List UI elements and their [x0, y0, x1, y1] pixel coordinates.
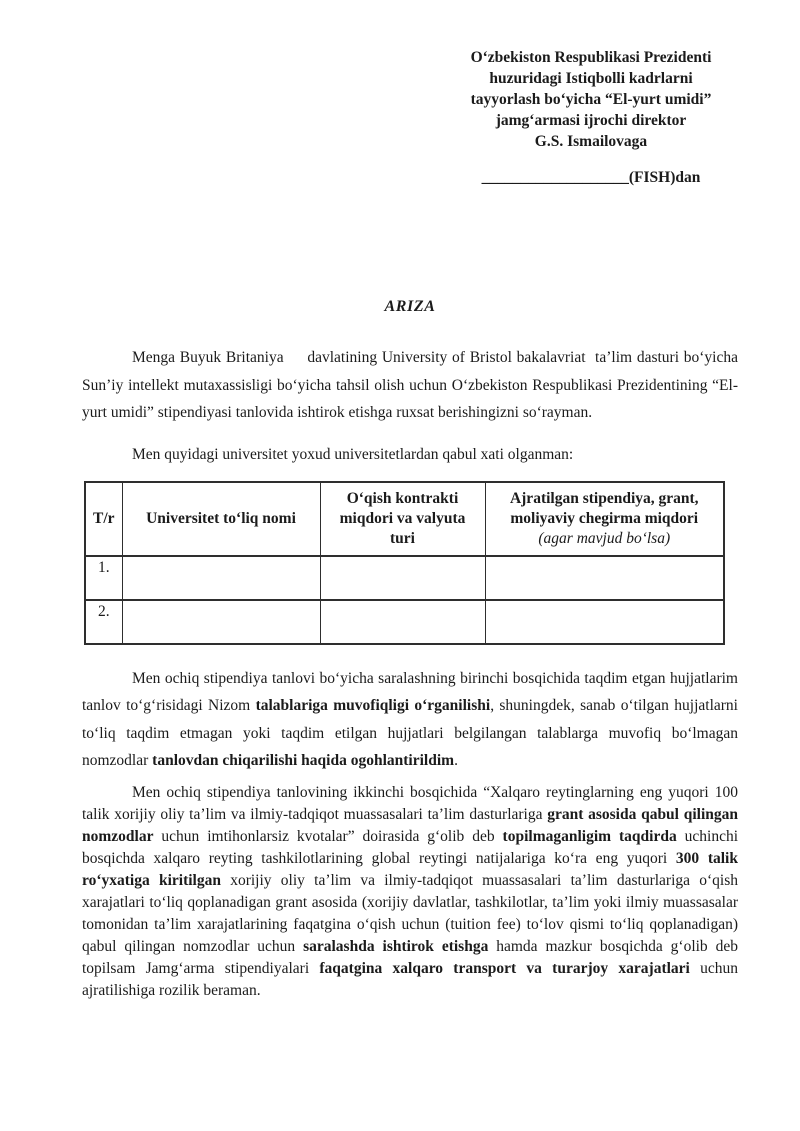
recipient-block [440, 47, 742, 188]
column-header-number: T/r [85, 482, 122, 556]
row-number-cell: 1. [85, 556, 122, 600]
column-header-stipend [485, 482, 724, 556]
recipient-line: G.S. Ismailovaga [534, 133, 648, 150]
recipient-line: huzuridagi Istiqbolli kadrlarni [489, 70, 693, 87]
recipient-line: O‘zbekiston Respublikasi Prezidenti [470, 49, 712, 66]
table-header-row [85, 482, 724, 556]
paragraph-admission-intro: Men quyidagi universitet yoxud universitetlardan qabul xati olganman: [132, 445, 574, 463]
stipend-amount-cell [485, 600, 724, 644]
column-header-stipend-label: Ajratilgan stipendiya, grant, moliyaviy chegirma miqdori [509, 489, 699, 527]
name-blank-line: ___________________ [481, 169, 629, 186]
applicant-name-line [440, 167, 742, 188]
column-header-contract: O‘qish kontrakti miqdori va valyuta turi [320, 482, 485, 556]
column-header-university: Universitet to‘liq nomi [122, 482, 320, 556]
universities-table [84, 481, 725, 645]
university-name-cell [122, 556, 320, 600]
university-name-cell [122, 600, 320, 644]
contract-amount-cell [320, 600, 485, 644]
paragraph-second-stage-consent: Men ochiq stipendiya tanlovining ikkinchi bosqichida “Xalqaro reytinglarning eng yuqori 100 talik xorijiy oliy ta’lim va ilmiy-tadqiqot muassasalari ta’lim dasturlariga grant asosida qabul qilingan nomzodlar uchun imtihonlarsiz kvotalar” doirasida g‘olib deb topilmaganligim taqdirda uchinchi bosqichda xalqaro reyting tashkilotlarining global reytingi natijalariga ko‘ra eng yuqori 300 talik ro‘yxatiga kiritilgan xorijiy oliy ta’lim va ilmiy-tadqiqot muassasalari ta’lim dasturlariga o‘qish xarajatlari to‘liq qoplanadigan grant asosida (xorijiy davlatlar, tashkilotlar, ta’lim yoki ilmiy muassasalar tomonidan ta’lim xarajatlarining faqatgina o‘qish uchun (tuition fee) to‘lov qismi to‘liq qoplanadigan) qabul qilingan nomzodlar uchun saralashda ishtirok etishga hamda mazkur bosqichda g‘olib deb topilsam Jamg‘arma stipendiyalari faqatgina xalqaro transport va turarjoy xarajatlari uchun ajratilishiga rozilik beraman. [82, 783, 739, 999]
table-row [85, 556, 724, 600]
fish-label: (FISH)dan [628, 169, 701, 186]
row-number-cell: 2. [85, 600, 122, 644]
document-title: ARIZA [384, 298, 436, 315]
column-header-stipend-note: (agar mavjud bo‘lsa) [538, 529, 671, 547]
stipend-amount-cell [485, 556, 724, 600]
recipient-line: tayyorlash bo‘yicha “El-yurt umidi” [470, 91, 712, 108]
paragraph-request: Menga Buyuk Britaniya davlatining University of Bristol bakalavriat ta’lim dasturi bo‘yicha Sun’iy intellekt mutaxassisligi bo‘yicha tahsil olish uchun O‘zbekiston Respublikasi Prezidentining “El-yurt umidi” stipendiyasi tanlovida ishtirok etishga ruxsat berishingizni so‘rayman. [82, 349, 738, 421]
paragraph-first-stage-warning: Men ochiq stipendiya tanlovi bo‘yicha saralashning birinchi bosqichida taqdim etgan hujjatlarim tanlov to‘g‘risidagi Nizom talablariga muvofiqligi o‘rganilishi, shuningdek, sanab o‘tilgan hujjatlarni to‘liq taqdim etmagan yoki taqdim etilgan hujjatlari belgilangan talablarga muvofiq bo‘lmagan nomzodlar tanlovdan chiqarilishi haqida ogohlantirildim. [82, 669, 738, 769]
table-row [85, 600, 724, 644]
recipient-line: jamg‘armasi ijrochi direktor [495, 112, 687, 129]
contract-amount-cell [320, 556, 485, 600]
